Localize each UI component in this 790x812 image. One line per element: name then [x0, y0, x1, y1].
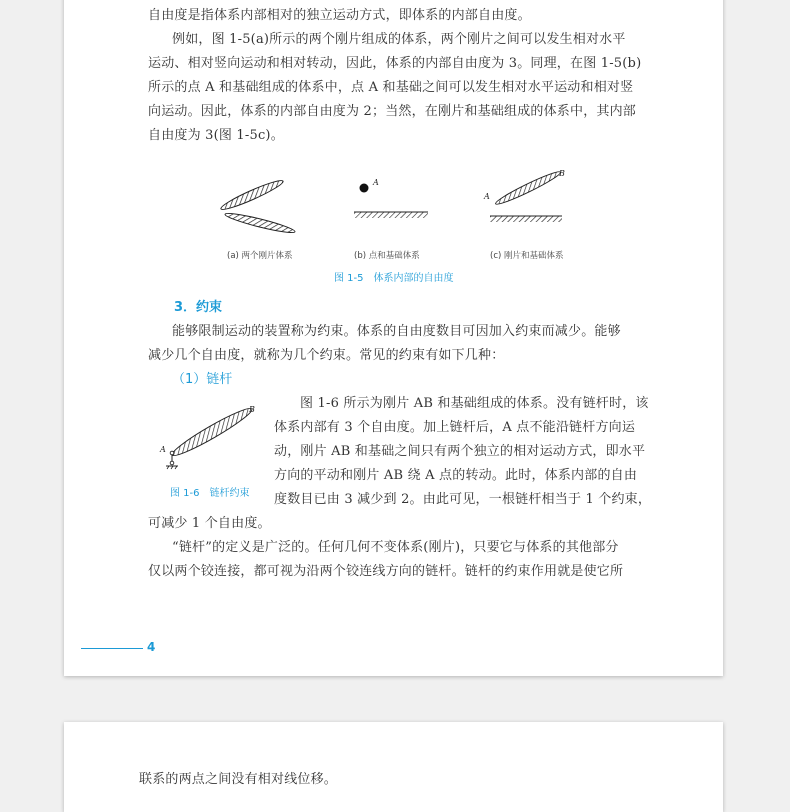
text-line: 可减少 1 个自由度。: [148, 516, 271, 531]
subsection-heading: （1）链杆: [172, 372, 233, 387]
sub-caption-c: (c) 刚片和基础体系: [490, 251, 564, 261]
text-line: 能够限制运动的装置称为约束。体系的自由度数目可因加入约束而减少。能够: [172, 324, 621, 339]
text-line: 度数目已由 3 减少到 2。由此可见，一根链杆相当于 1 个约束，: [274, 492, 652, 507]
figure-caption: 图 1-5 体系内部的自由度: [334, 273, 454, 284]
text-line: 图 1-6 所示为刚片 AB 和基础组成的体系。没有链杆时，该: [300, 396, 649, 411]
sub-caption-a: (a) 两个刚片体系: [227, 251, 293, 261]
page-number: 4: [147, 640, 156, 654]
text-line: 自由度是指体系内部相对的独立运动方式，即体系的内部自由度。: [148, 8, 531, 23]
text-line: 联系的两点之间没有相对线位移。: [139, 772, 338, 787]
page-4: [64, 0, 723, 676]
rigid-body-1: [219, 177, 285, 213]
sub-caption-b: (b) 点和基础体系: [354, 251, 420, 261]
hinge-top: [170, 451, 174, 455]
text-line: 体系内部有 3 个自由度。加上链杆后，A 点不能沿链杆方向运: [274, 420, 636, 435]
foundation-b: [354, 212, 428, 218]
text-line: 减少几个自由度，就称为几个约束。常见的约束有如下几种：: [148, 348, 505, 363]
label-b: B: [249, 405, 255, 414]
page-5: [64, 722, 723, 812]
text-line: 例如，图 1-5(a)所示的两个刚片组成的体系，两个刚片之间可以发生相对水平: [172, 32, 626, 47]
text-line: 方向的平动和刚片 AB 绕 A 点的转动。此时，体系内部的自由: [274, 468, 638, 483]
text-line: 动，刚片 AB 和基础之间只有两个独立的相对运动方式，即水平: [274, 444, 646, 459]
figure-1-5c: [482, 168, 572, 232]
label-a: A: [160, 445, 166, 454]
text-line: 运动、相对竖向运动和相对转动，因此，体系的内部自由度为 3。同理，在图 1-5(b): [148, 56, 642, 71]
figure-1-5a: [214, 170, 304, 238]
section-heading: 3．约束: [174, 300, 223, 315]
hinge-bottom: [170, 461, 174, 465]
figure-1-5b: [349, 173, 431, 233]
text-line: 自由度为 3(图 1-5c)。: [148, 128, 284, 143]
figure-1-6: [156, 404, 262, 470]
label-a: A: [484, 192, 490, 201]
point-a: [360, 184, 369, 193]
text-line: “链杆”的定义是广泛的。任何几何不变体系(刚片)，只要它与体系的其他部分: [172, 540, 619, 555]
label-b: B: [559, 169, 565, 178]
text-line: 仅以两个铰连接，都可视为沿两个铰连线方向的链杆。链杆的约束作用就是使它所: [148, 564, 624, 579]
rigid-body-2: [224, 210, 296, 235]
foundation-c: [490, 216, 562, 222]
rigid-body-ab: [169, 404, 255, 460]
label-a: A: [373, 178, 379, 187]
text-line: 所示的点 A 和基础组成的体系中，点 A 和基础之间可以发生相对水平运动和相对竖: [148, 80, 634, 95]
text-line: 向运动。因此，体系的内部自由度为 2；当然，在刚片和基础组成的体系中，其内部: [148, 104, 637, 119]
page-number-rule: [81, 648, 143, 649]
rigid-body-ab: [494, 169, 562, 208]
figure-caption: 图 1-6 链杆约束: [170, 488, 250, 499]
